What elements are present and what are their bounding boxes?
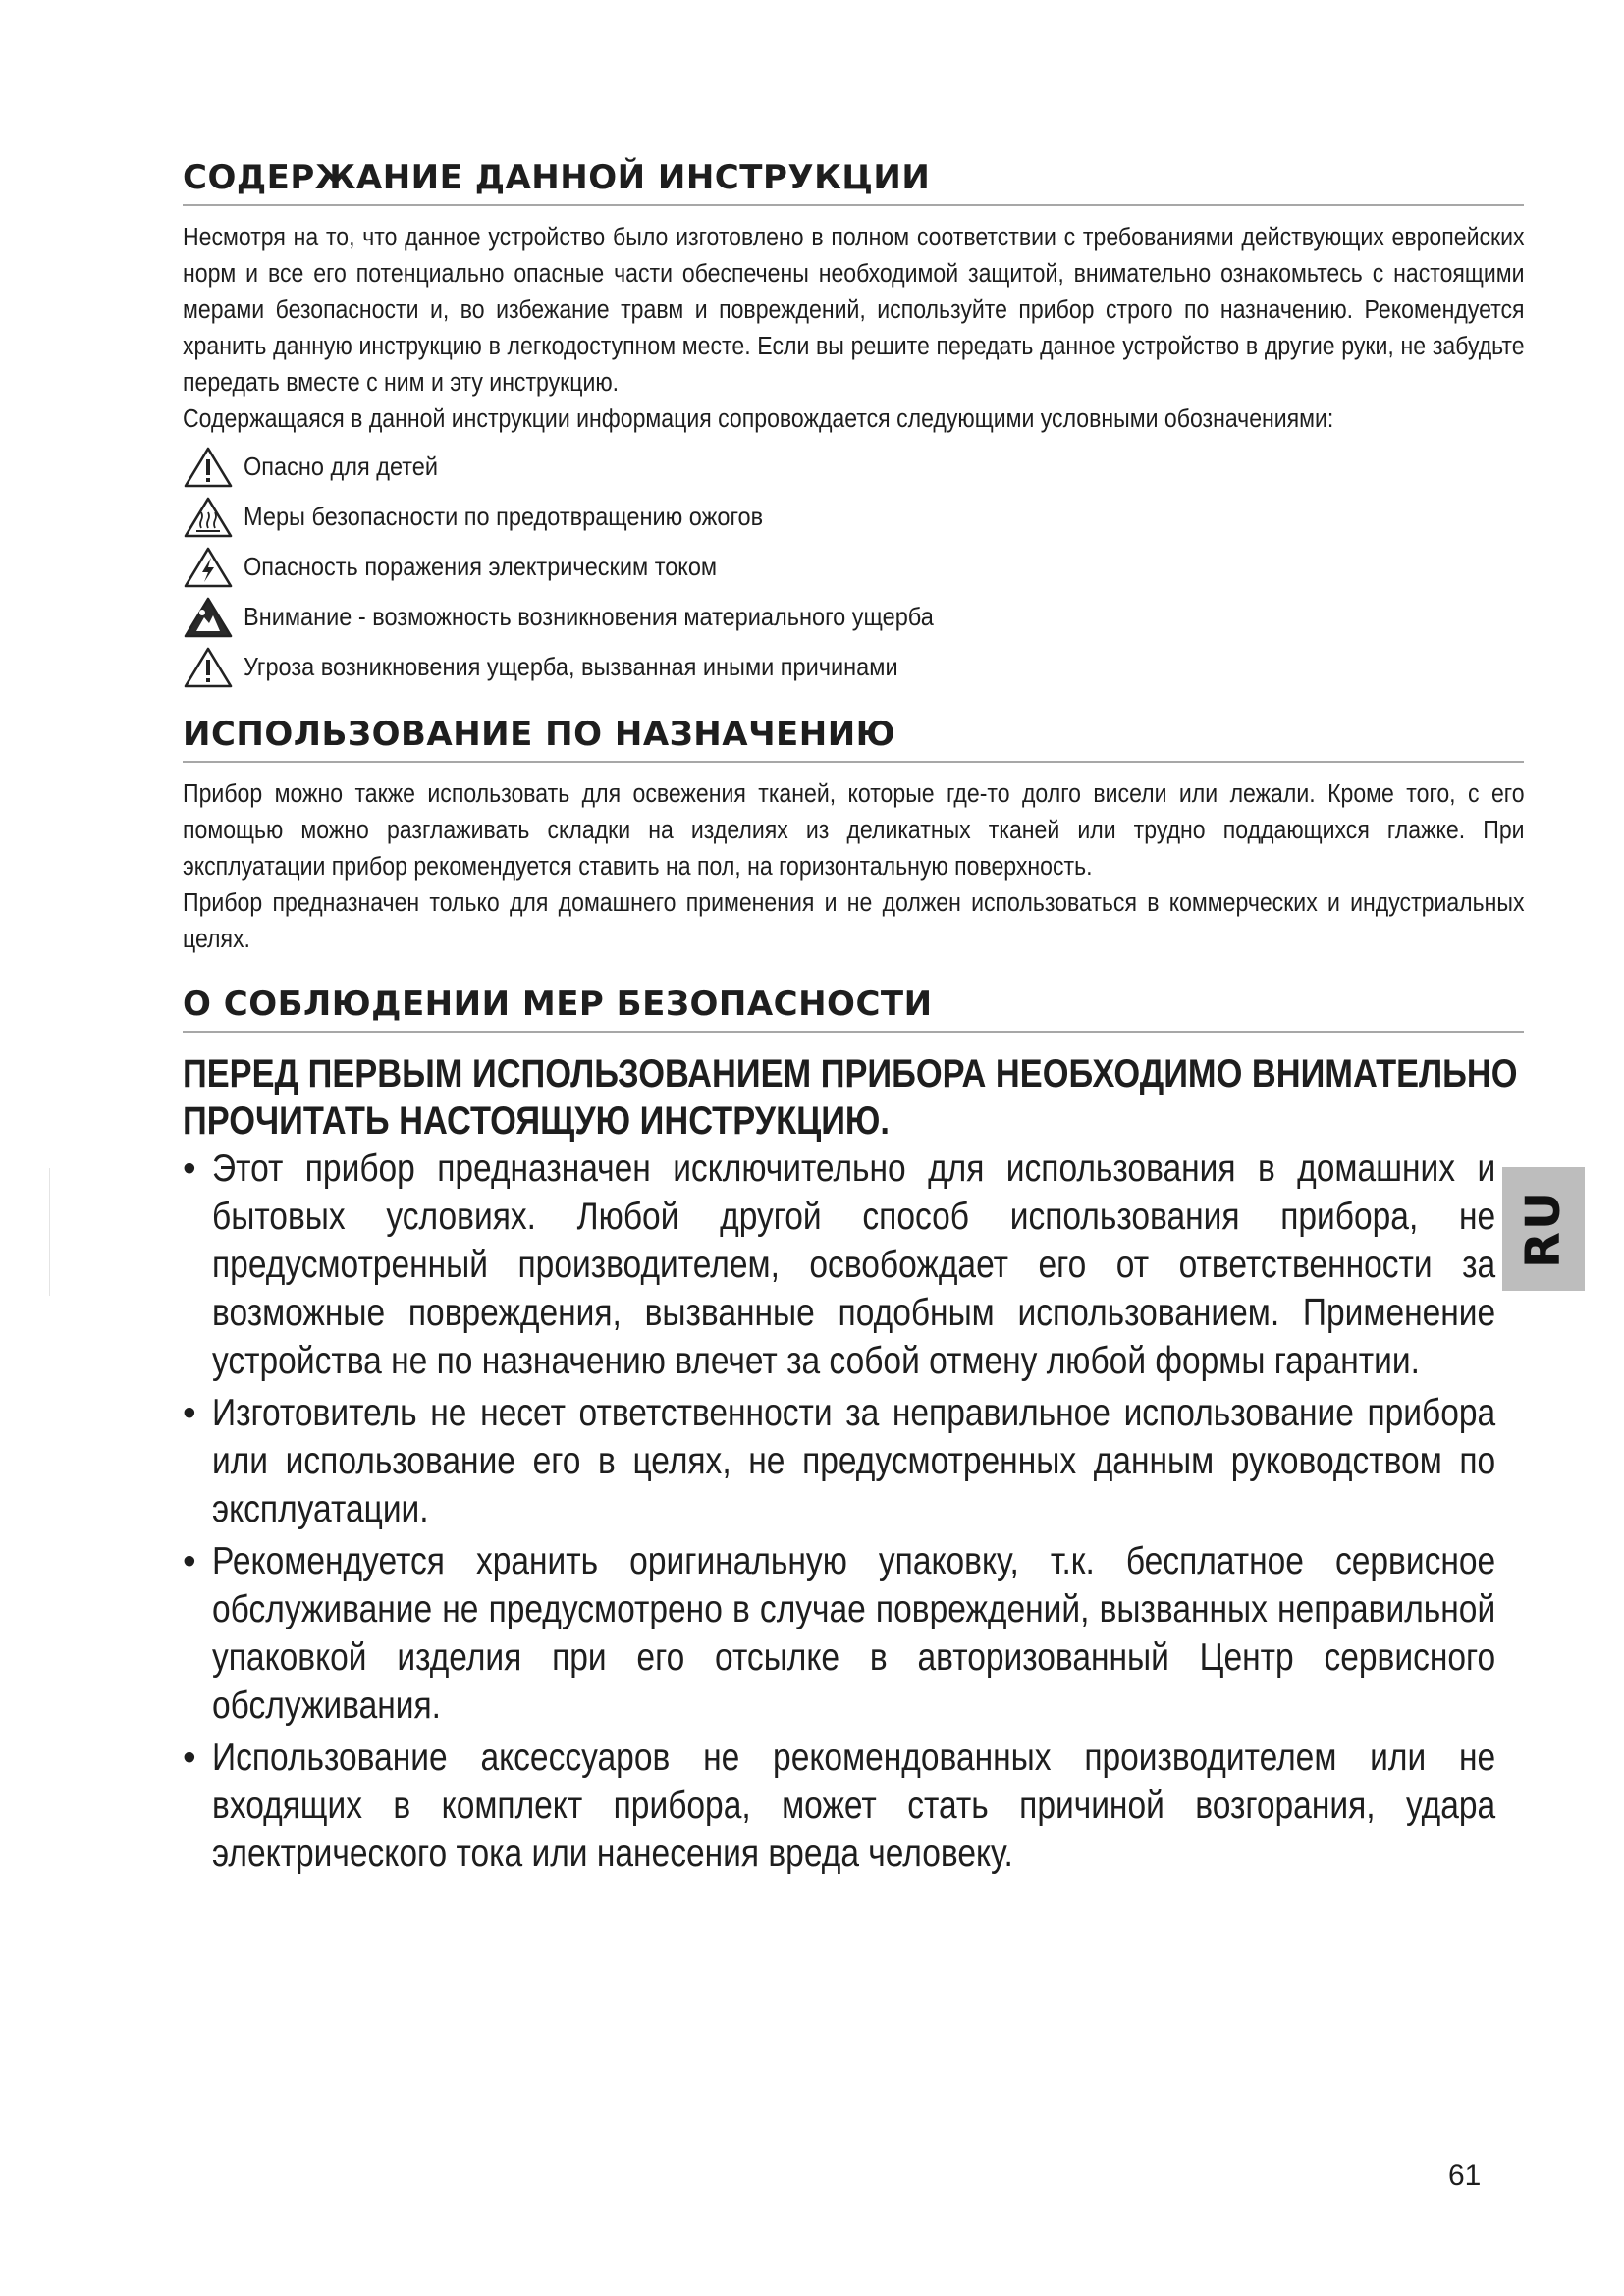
hot-surface-warning-icon [183,496,234,539]
symbol-legend-item [183,442,1524,492]
electric-shock-warning-icon [183,546,234,589]
section-title-safety: О СОБЛЮДЕНИИ МЕР БЕЗОПАСНОСТИ [183,984,1524,1033]
symbol-legend-item [183,592,1524,642]
safety-heading: ПЕРЕД ПЕРВЫМ ИСПОЛЬЗОВАНИЕМ ПРИБОРА НЕОБХОДИМО ВНИМАТЕЛЬНО ПРОЧИТАТЬ НАСТОЯЩУЮ ИНСТРУКЦИЮ. [183,1052,1518,1143]
section-title-contents: СОДЕРЖАНИЕ ДАННОЙ ИНСТРУКЦИИ [183,157,1524,206]
symbol-legend-item [183,642,1524,692]
contents-paragraph-2: Содержащаяся в данной инструкции информация сопровождается следующими условными обозначениями: [183,405,1334,433]
bullet-dot: • [183,1736,196,1779]
warning-exclamation-icon [183,646,234,689]
safety-bullet-text: Этот прибор предназначен исключительно для использования в домашних и бытовых условиях. Любой другой способ использования прибора, не предусмотренный производителем, освобождает его от ответственности за возможные повреждения, вызванные подобным использованием. Применение устройства не по назначению влечет за собой отмену любой формы гарантии. [212,1148,1496,1382]
warning-exclamation-icon [183,446,234,489]
page-content [183,157,1524,1882]
bullet-dot: • [183,1148,196,1190]
bullet-dot: • [183,1540,196,1582]
safety-bullet-text: Изготовитель не несет ответственности за неправильное использование прибора или использование его в целях, не предусмотренных данным руководством по эксплуатации. [212,1392,1496,1530]
symbol-legend-item [183,492,1524,542]
language-tab [1502,1167,1585,1291]
safety-body [183,1050,1524,1878]
scan-edge-line [49,1168,50,1296]
symbol-legend [183,442,1524,692]
contents-paragraph-1: Несмотря на то, что данное устройство было изготовлено в полном соответствии с требованиями действующих европейских норм и все его потенциально опасные части обеспечены необходимой защитой, внимательно ознакомьтесь с настоящими мерами безопасности и, во избежание травм и повреждений, используйте прибор строго по назначению. Рекомендуется хранить данную инструкцию в легкодоступном месте. Если вы решите передать данное устройство в другие руки, не забудьте передать вместе с ним и эту инструкцию. [183,224,1525,397]
symbol-label: Угроза возникновения ущерба, вызванная иными причинами [244,652,898,681]
symbol-label: Опасно для детей [244,452,439,481]
safety-bullet-text: Рекомендуется хранить оригинальную упаковку, т.к. бесплатное сервисное обслуживание не предусмотрено в случае повреждений, вызванных неправильной упаковкой изделия при его отсылке в авторизованный Центр сервисного обслуживания. [212,1540,1496,1727]
section-title-intended-use: ИСПОЛЬЗОВАНИЕ ПО НАЗНАЧЕНИЮ [183,714,1524,763]
safety-bullet-text: Использование аксессуаров не рекомендованных производителем или не входящих в комплект прибора, может стать причиной возгорания, удара электрического тока или нанесения вреда человеку. [212,1736,1496,1875]
page-number: 61 [1448,2160,1482,2192]
safety-bullet [183,1734,1524,1878]
material-damage-warning-icon [183,596,234,639]
language-tab-label: RU [1516,1190,1571,1268]
symbol-label: Внимание - возможность возникновения материального ущерба [244,602,934,631]
intended-use-paragraph-1: Прибор можно также использовать для освежения тканей, которые где-то долго висели или лежали. Кроме того, с его помощью можно разглаживать складки на изделиях из деликатных тканей или трудно поддающихся глажке. При эксплуатации прибор рекомендуется ставить на пол, на горизонтальную поверхность. [183,780,1525,881]
bullet-dot: • [183,1392,196,1434]
safety-bullet [183,1537,1524,1730]
safety-bullet-list [183,1145,1524,1878]
intended-use-paragraph-2: Прибор предназначен только для домашнего применения и не должен использоваться в коммерческих и индустриальных целях. [183,889,1525,953]
contents-body [183,220,1524,438]
symbol-legend-item [183,542,1524,592]
symbol-label: Меры безопасности по предотвращению ожогов [244,502,764,531]
safety-bullet [183,1389,1524,1533]
symbol-label: Опасность поражения электрическим током [244,552,718,581]
intended-use-body [183,776,1524,958]
safety-bullet [183,1145,1524,1385]
